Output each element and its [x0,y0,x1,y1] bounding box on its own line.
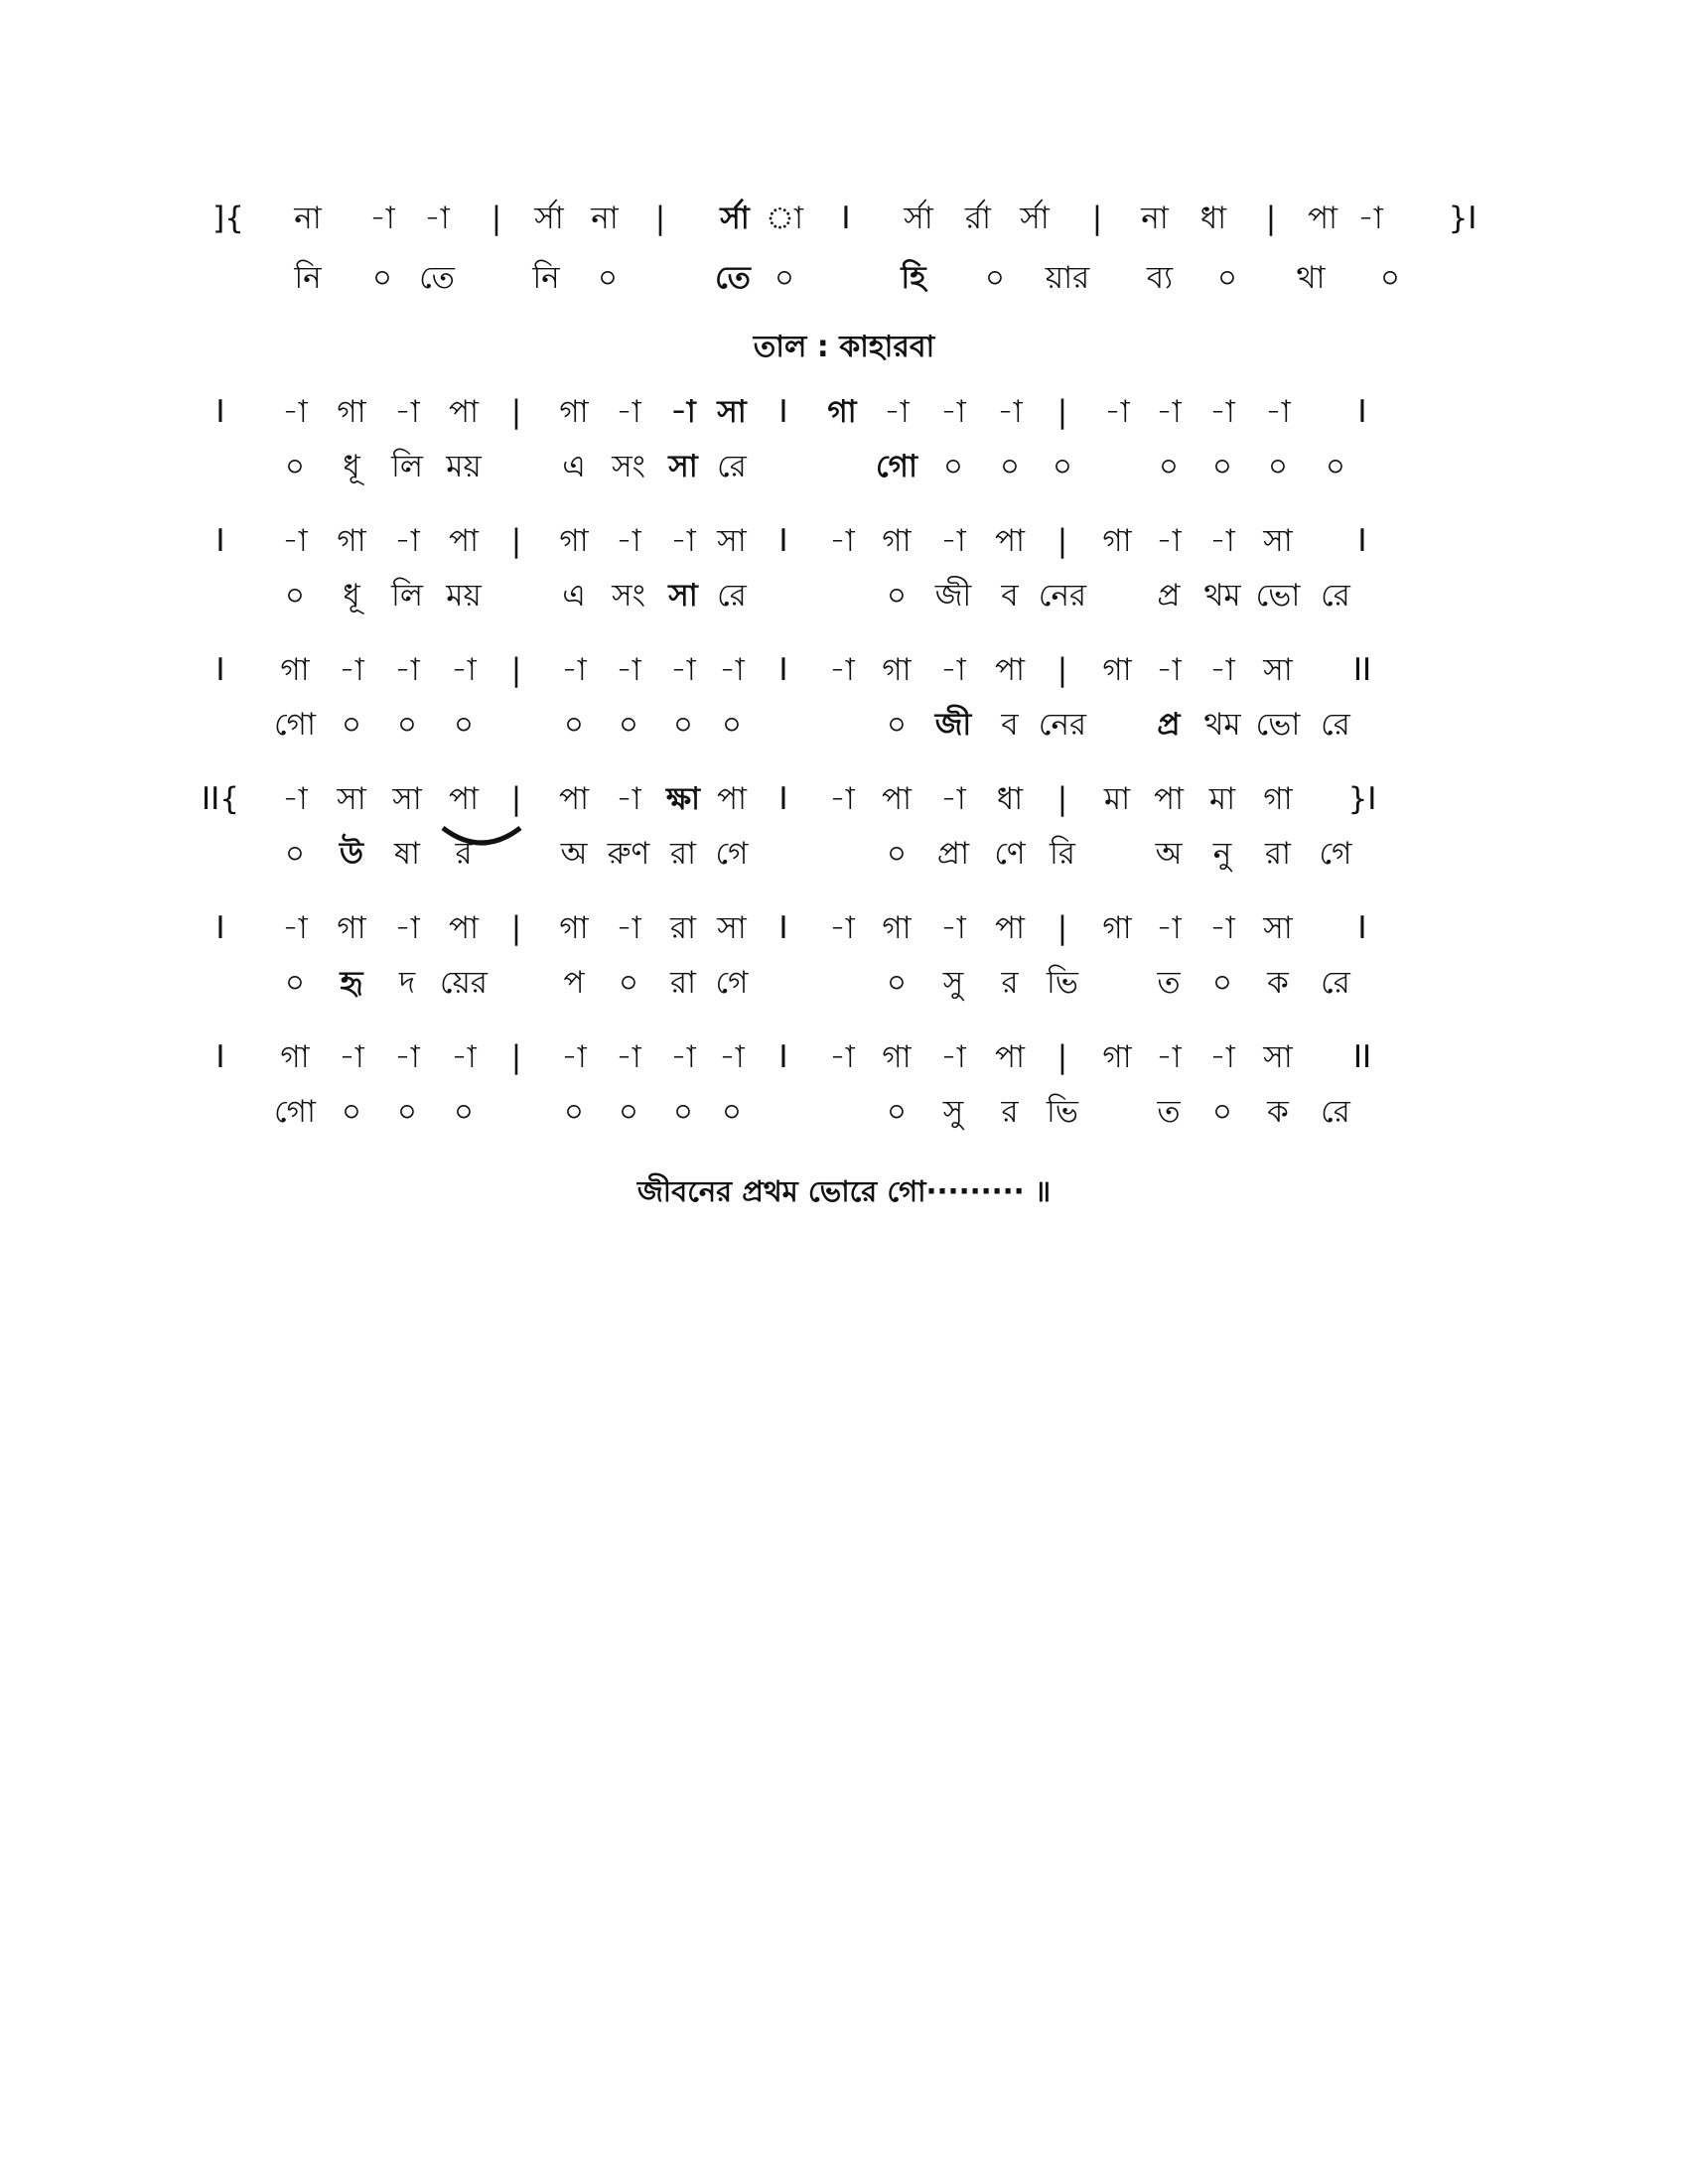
swara-note: -া [561,1039,587,1075]
bar-line: }I [1448,201,1477,236]
closing-line: জীবনের প্রথম ভোরে গো········· ॥ [636,1174,1052,1208]
swara-note: গা [1102,652,1132,688]
lyric-syllable: র [1001,1094,1019,1130]
swara-note: পা [448,523,480,559]
swara-note: ক্ষা [665,781,701,817]
swara-note: পা [716,781,748,817]
lyric-syllable: ০ [1267,449,1289,484]
lyric-syllable: ০ [341,707,362,743]
beat-divider: | [1056,394,1068,430]
swara-note: গা [559,523,589,559]
lyric-syllable: ০ [1211,965,1233,1001]
swara-note: -া [282,781,308,817]
swara-note: পা [994,652,1026,688]
swara-note: -া [394,1039,420,1075]
lyric-syllable: ০ [672,1094,694,1130]
swara-note: -া [616,781,641,817]
swara-note: -া [451,1039,477,1075]
swara-note: র্সা [904,201,933,236]
lyric-syllable: ক [1267,1094,1289,1130]
lyric-syllable: ষা [393,836,421,872]
bar-line: ]{ [212,201,244,236]
lyric-syllable: গো [876,449,917,484]
lyric-syllable: ০ [1052,449,1073,484]
lyric-syllable: ত [1157,1094,1181,1130]
swara-note: -া [719,652,745,688]
swara-note: -া [940,1039,966,1075]
beat-divider: | [1056,781,1068,817]
swara-note: -া [1156,652,1182,688]
bar-line: I [215,910,225,946]
swara-note: সা [717,523,747,559]
swara-note: -া [940,910,966,946]
lyric-syllable: ০ [1211,449,1233,484]
swara-note: গা [280,1039,310,1075]
bar-line: I [778,1039,788,1075]
swara-note: সা [1263,910,1293,946]
swara-note: -া [1104,394,1130,430]
swara-note: -া [829,652,855,688]
swara-note: -া [1156,394,1182,430]
lyric-syllable: ভো [1255,707,1301,743]
lyric-syllable: অ [560,836,588,872]
pre-section-lyric-row [0,248,1688,308]
lyric-syllable: ০ [886,836,908,872]
bar-line: I [215,652,225,688]
lyric-syllable: সা [668,449,698,484]
swara-row [0,382,1688,442]
lyric-syllable: লি [391,449,423,484]
swara-note: পা [881,781,913,817]
beat-divider: | [1091,201,1103,236]
swara-note: -া [719,1039,745,1075]
swara-note: -া [616,523,641,559]
swara-row [0,769,1688,829]
lyric-syllable: ০ [618,1094,639,1130]
lyric-syllable: ব্য [1146,260,1174,296]
swara-note: -া [670,652,696,688]
swara-note: -া [1209,394,1235,430]
beat-divider: | [510,781,522,817]
swara-note: পা [448,781,480,817]
swara-note: -া [1265,394,1291,430]
bar-line: II [1352,1039,1372,1075]
swara-note: গা [827,394,857,430]
bar-line: I [1357,910,1367,946]
swara-note: র্রা [964,201,992,236]
lyric-syllable: রি [1050,836,1075,872]
lyric-syllable: য়ের [440,965,488,1001]
lyric-syllable: রা [669,836,697,872]
swara-note: -া [369,201,395,236]
lyric-syllable: ০ [999,449,1021,484]
lyric-syllable: রে [1321,1094,1350,1130]
swara-note: পা [448,910,480,946]
swara-note: -া [1156,523,1182,559]
lyric-syllable: ০ [453,1094,475,1130]
lyric-syllable: ০ [396,707,418,743]
swara-note: -া [1156,910,1182,946]
lyric-syllable: ০ [563,1094,585,1130]
lyric-syllable: রুণ [607,836,650,872]
swara-note: -া [829,910,855,946]
swara-note: মা [1208,781,1236,817]
swara-note: সা [717,910,747,946]
lyric-syllable: ০ [774,260,795,296]
swara-note: পা [994,1039,1026,1075]
lyric-syllable: ব [1001,578,1019,614]
lyric-syllable: ০ [341,1094,362,1130]
lyric-syllable: ভো [1255,578,1301,614]
beat-divider: | [510,523,522,559]
lyric-syllable: য়ার [1045,260,1090,296]
lyric-syllable: ০ [371,260,393,296]
lyric-syllable: সু [942,1094,964,1130]
lyric-syllable: ০ [563,707,585,743]
swara-note: -া [1357,201,1383,236]
bar-line: II [1352,652,1372,688]
pre-section-swara-row [0,189,1688,248]
lyric-syllable: গে [715,836,749,872]
swara-note: পা [1307,201,1338,236]
lyric-syllable: ০ [721,707,743,743]
swara-note: র্সা [1020,201,1050,236]
beat-divider: | [1056,1039,1068,1075]
swara-note: -া [670,523,696,559]
lyric-syllable: রে [717,578,747,614]
beat-divider: | [491,201,502,236]
swara-row [0,511,1688,571]
lyric-row [0,1082,1688,1142]
beat-divider: | [1056,523,1068,559]
lyric-syllable: হৃ [340,965,363,1001]
lyric-syllable: জী [934,707,972,743]
lyric-syllable: ভি [1047,1094,1078,1130]
lyric-syllable: নি [532,260,560,296]
lyric-row [0,437,1688,496]
lyric-syllable: থম [1203,578,1241,614]
lyric-syllable: অ [1155,836,1183,872]
swara-note: -া [1209,910,1235,946]
lyric-syllable: ০ [1216,260,1238,296]
bar-line: I [215,394,225,430]
swara-note: -া [884,394,910,430]
swara-note: গা [882,523,912,559]
beat-divider: | [1265,201,1277,236]
swara-note: পা [558,781,590,817]
swara-note: -া [940,523,966,559]
lyric-syllable: র [1001,965,1019,1001]
swara-note: -া [282,394,308,430]
swara-note: পা [1153,781,1185,817]
swara-note: -া [616,394,641,430]
swara-note: র্সা [534,201,564,236]
swara-note: না [1141,201,1169,236]
lyric-syllable: থা [1296,260,1326,296]
swara-note: সা [717,394,747,430]
bar-line: }I [1347,781,1377,817]
lyric-syllable: রা [669,965,697,1001]
bar-line: I [841,201,851,236]
lyric-syllable: রে [1321,578,1350,614]
lyric-syllable: উ [339,836,364,872]
bar-line: I [778,910,788,946]
lyric-syllable: ময় [446,449,482,484]
lyric-syllable: ০ [618,707,639,743]
lyric-syllable: লি [391,578,423,614]
lyric-syllable: ০ [618,965,639,1001]
swara-note: -া [616,910,641,946]
bar-line: I [778,394,788,430]
lyric-syllable: র [455,836,473,872]
swara-note: -া [394,523,420,559]
lyric-row [0,824,1688,884]
swara-note: মা [1103,781,1131,817]
swara-note: সা [392,781,422,817]
swara-note: পা [994,910,1026,946]
lyric-syllable: তে [715,260,751,296]
bar-line: I [778,523,788,559]
slur-mark [437,824,526,854]
swara-note: -া [829,523,855,559]
swara-note: না [591,201,619,236]
lyric-syllable: রে [717,449,747,484]
lyric-syllable: ০ [1211,1094,1233,1130]
lyric-syllable: ০ [396,1094,418,1130]
swara-note: -া [394,910,420,946]
lyric-syllable: সং [612,578,645,614]
beat-divider: | [654,201,666,236]
swara-note: গা [882,1039,912,1075]
lyric-syllable: প্র [1157,707,1181,743]
bar-line: II{ [201,781,240,817]
swara-note: গা [280,652,310,688]
lyric-syllable: রে [1321,707,1350,743]
swara-note: র্সা [720,201,750,236]
swara-note: না [294,201,322,236]
swara-note: পা [448,394,480,430]
lyric-syllable: ০ [672,707,694,743]
beat-divider: | [510,394,522,430]
swara-note: গা [1102,910,1132,946]
swara-note: পা [994,523,1026,559]
swara-note: গা [337,910,366,946]
swara-note: -া [940,781,966,817]
swara-note: সা [1263,652,1293,688]
swara-note: গা [559,910,589,946]
lyric-syllable: ০ [1379,260,1401,296]
swara-note: -া [1209,1039,1235,1075]
lyric-syllable: সু [942,965,964,1001]
swara-note: গা [337,394,366,430]
swara-note: -া [394,394,420,430]
swara-row [0,1027,1688,1087]
lyric-syllable: ০ [284,836,306,872]
lyric-syllable: নি [294,260,322,296]
bar-line: I [778,781,788,817]
swara-note: -া [394,652,420,688]
swara-note: -া [616,1039,641,1075]
lyric-syllable: এ [562,578,586,614]
swara-note: ধা [1199,201,1227,236]
lyric-syllable: ০ [886,578,908,614]
lyric-syllable: প্রা [936,836,970,872]
lyric-syllable: ০ [284,449,306,484]
lyric-syllable: সা [668,578,698,614]
swara-note: া [765,201,804,236]
lyric-syllable: গে [1319,836,1352,872]
beat-divider: | [1056,910,1068,946]
swara-note: -া [451,652,477,688]
lyric-row [0,566,1688,625]
lyric-syllable: প [563,965,585,1001]
swara-note: -া [940,394,966,430]
lyric-syllable: ক [1267,965,1289,1001]
bar-line: I [1357,394,1367,430]
swara-note: সা [1263,523,1293,559]
lyric-syllable: ভি [1047,965,1078,1001]
swara-note: গা [1102,1039,1132,1075]
lyric-syllable: ০ [597,260,619,296]
lyric-syllable: নের [1038,707,1087,743]
swara-note: গা [882,910,912,946]
swara-note: -া [424,201,450,236]
beat-divider: | [510,652,522,688]
swara-note: -া [940,652,966,688]
swara-note: -া [670,394,696,430]
lyric-syllable: ধূ [343,449,360,484]
lyric-syllable: ০ [886,965,908,1001]
taal-heading: তাল : কাহারবা [753,330,935,364]
swara-note: -া [997,394,1023,430]
swara-note: -া [616,652,641,688]
beat-divider: | [1056,652,1068,688]
lyric-syllable: ময় [446,578,482,614]
swara-note: -া [339,652,364,688]
swara-note: ধা [996,781,1024,817]
lyric-syllable: ০ [721,1094,743,1130]
lyric-syllable: গে [715,965,749,1001]
lyric-syllable: ০ [1158,449,1180,484]
swara-note: গা [1102,523,1132,559]
lyric-syllable: সং [612,449,645,484]
swara-note: -া [339,1039,364,1075]
lyric-syllable: ০ [284,578,306,614]
swara-row [0,640,1688,700]
lyric-syllable: রা [1264,836,1292,872]
lyric-syllable: এ [562,449,586,484]
lyric-syllable: ০ [284,965,306,1001]
lyric-syllable: ণে [994,836,1026,872]
swara-note: সা [337,781,366,817]
lyric-syllable: ০ [886,707,908,743]
swara-note: -া [1209,523,1235,559]
lyric-syllable: ০ [1325,449,1346,484]
swara-row [0,898,1688,958]
swara-note: রা [669,910,697,946]
swara-note: -া [282,523,308,559]
swara-note: গা [337,523,366,559]
bar-line: I [215,1039,225,1075]
swara-note: সা [1263,1039,1293,1075]
bar-line: I [1357,523,1367,559]
lyric-syllable: হি [901,260,926,296]
swara-note: গা [1263,781,1293,817]
lyric-syllable: থম [1203,707,1241,743]
lyric-syllable: তে [419,260,455,296]
lyric-syllable: ধূ [343,578,360,614]
swara-note: -া [561,652,587,688]
beat-divider: | [510,1039,522,1075]
bar-line: I [215,523,225,559]
lyric-row [0,695,1688,754]
lyric-syllable: জী [934,578,972,614]
lyric-syllable: গো [274,707,316,743]
lyric-syllable: প্র [1157,578,1181,614]
swara-note: -া [670,1039,696,1075]
swara-note: গা [882,652,912,688]
lyric-syllable: দ [398,965,416,1001]
swara-note: -া [282,910,308,946]
lyric-syllable: নের [1038,578,1087,614]
lyric-syllable: ০ [942,449,964,484]
swara-note: -া [1156,1039,1182,1075]
swara-note: -া [1209,652,1235,688]
bar-line: I [778,652,788,688]
lyric-syllable: নু [1212,836,1232,872]
swara-note: -া [829,1039,855,1075]
lyric-syllable: গো [274,1094,316,1130]
lyric-syllable: ব [1001,707,1019,743]
lyric-syllable: ০ [453,707,475,743]
swara-note: গা [559,394,589,430]
lyric-syllable: রে [1321,965,1350,1001]
beat-divider: | [510,910,522,946]
lyric-syllable: ত [1157,965,1181,1001]
lyric-syllable: ০ [984,260,1006,296]
lyric-row [0,953,1688,1013]
lyric-syllable: ০ [886,1094,908,1130]
swara-note: -া [829,781,855,817]
